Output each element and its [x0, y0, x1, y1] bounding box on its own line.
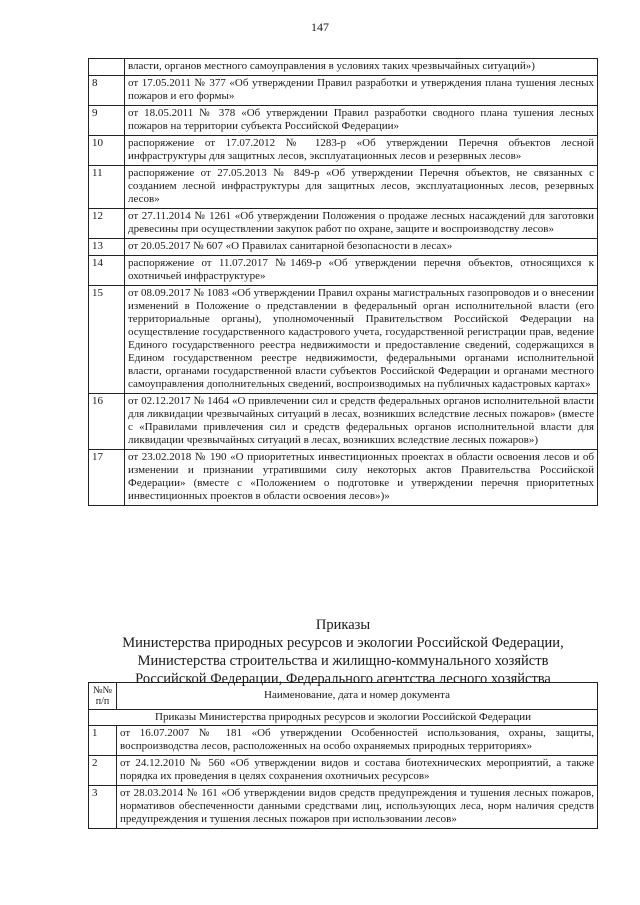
row-number: [89, 59, 125, 76]
row-text: власти, органов местного самоуправления в условиях таких чрезвычайных ситуаций»): [125, 59, 598, 76]
heading-line: Министерства строительства и жилищно-коммунального хозяйств: [137, 653, 549, 669]
column-header-title: Наименование, дата и номер документа: [117, 683, 598, 710]
row-text: от 17.05.2011 № 377 «Об утверждении Правил разработки и утверждения плана тушения лесных пожаров и его формы»: [125, 76, 598, 106]
row-text: распоряжение от 27.05.2013 № 849-р «Об утверждении Перечня объектов, не связанных с созданием лесной инфраструктуры для защитных лесов, эксплуатационных лесов, резервных лесов»: [125, 166, 598, 209]
row-text: от 02.12.2017 № 1464 «О привлечении сил и средств федеральных органов исполнительной власти для ликвидации чрезвычайных ситуаций в лесах, возникших вследствие лесных пожаров» (вместе с «Правилами привлечения сил и средств федеральных органов исполнительной власти для ликвидации чрезвычайных ситуаций в лесах, возникших вследствие лесных пожаров»): [125, 394, 598, 450]
table-subheading-row: [89, 710, 598, 726]
table-row: [89, 394, 598, 450]
table-row: [89, 239, 598, 256]
heading-line: Российской Федерации, Федерального агентства лесного хозяйства: [135, 671, 551, 687]
heading-line: Приказы: [315, 617, 371, 633]
orders-heading: [88, 616, 598, 688]
table-row: [89, 726, 598, 756]
row-number: 10: [89, 136, 125, 166]
table-row: [89, 286, 598, 394]
table-row: [89, 450, 598, 506]
row-number: 11: [89, 166, 125, 209]
table-row: [89, 756, 598, 786]
row-text: от 20.05.2017 № 607 «О Правилах санитарной безопасности в лесах»: [125, 239, 598, 256]
table-row: [89, 136, 598, 166]
row-number: 8: [89, 76, 125, 106]
table-row: [89, 166, 598, 209]
row-number: 13: [89, 239, 125, 256]
orders-table: [88, 682, 598, 829]
row-number: 1: [89, 726, 117, 756]
row-text: от 08.09.2017 № 1083 «Об утверждении Правил охраны магистральных газопроводов и о внесении изменений в Положение о представлении в федеральный орган исполнительной власти (его территориальные органы), уполномоченный Правительством Российской Федерации на осуществление государственного кадастрового учета, государственной регистрации прав, ведение Единого государственного реестра недвижимости и предоставление сведений, содержащихся в Едином государственном реестре недвижимости, федеральными органами исполнительной власти, органами государственной власти субъектов Российской Федерации и органами местного самоуправления дополнительных сведений, воспроизводимых на публичных кадастровых картах»: [125, 286, 598, 394]
row-text: от 27.11.2014 № 1261 «Об утверждении Положения о продаже лесных насаждений для заготовки древесины при осуществлении закупок работ по охране, защите и воспроизводству лесов»: [125, 209, 598, 239]
row-number: 16: [89, 394, 125, 450]
row-number: 14: [89, 256, 125, 286]
row-number: 15: [89, 286, 125, 394]
row-text: распоряжение от 17.07.2012 № 1283-р «Об утверждении Перечня объектов лесной инфраструктуры для защитных лесов, эксплуатационных лесов и резервных лесов»: [125, 136, 598, 166]
row-text: от 16.07.2007 № 181 «Об утверждении Особенностей использования, охраны, защиты, воспроизводства лесов, расположенных на особо охраняемых природных территориях»: [117, 726, 598, 756]
row-number: 2: [89, 756, 117, 786]
table-row: [89, 209, 598, 239]
table-header-row: [89, 683, 598, 710]
row-number: 12: [89, 209, 125, 239]
row-text: от 23.02.2018 № 190 «О приоритетных инвестиционных проектах в области освоения лесов и об изменении и признании утратившими силу некоторых актов Правительства Российской Федерации» (вместе с «Положением о подготовке и утверждении перечня приоритетных инвестиционных проектов в области освоения лесов»)»: [125, 450, 598, 506]
table-row: [89, 76, 598, 106]
laws-table: [88, 58, 598, 506]
table-row: [89, 786, 598, 829]
row-text: от 18.05.2011 № 378 «Об утверждении Правил разработки сводного плана тушения лесных пожаров на территории субъекта Российской Федерации»: [125, 106, 598, 136]
row-number: 9: [89, 106, 125, 136]
table-row: [89, 106, 598, 136]
table-row: [89, 256, 598, 286]
heading-line: Министерства природных ресурсов и экологии Российской Федерации,: [122, 635, 564, 651]
page-number: 147: [311, 20, 329, 34]
column-header-number: №№ п/п: [89, 683, 117, 710]
table-row: [89, 59, 598, 76]
table-subheading: Приказы Министерства природных ресурсов и экологии Российской Федерации: [89, 710, 598, 726]
row-text: распоряжение от 11.07.2017 №1469-р «Об утверждении перечня объектов, относящихся к охотничьей инфраструктуре»: [125, 256, 598, 286]
row-text: от 28.03.2014 № 161 «Об утверждении видов средств предупреждения и тушения лесных пожаров, нормативов обеспеченности данными средствами лиц, использующих леса, норм наличия средств предупреждения и тушения лесных пожаров при использовании лесов»: [117, 786, 598, 829]
row-number: 3: [89, 786, 117, 829]
row-text: от 24.12.2010 № 560 «Об утверждении видов и состава биотехнических мероприятий, а также порядка их проведения в целях сохранения охотничьих ресурсов»: [117, 756, 598, 786]
row-number: 17: [89, 450, 125, 506]
